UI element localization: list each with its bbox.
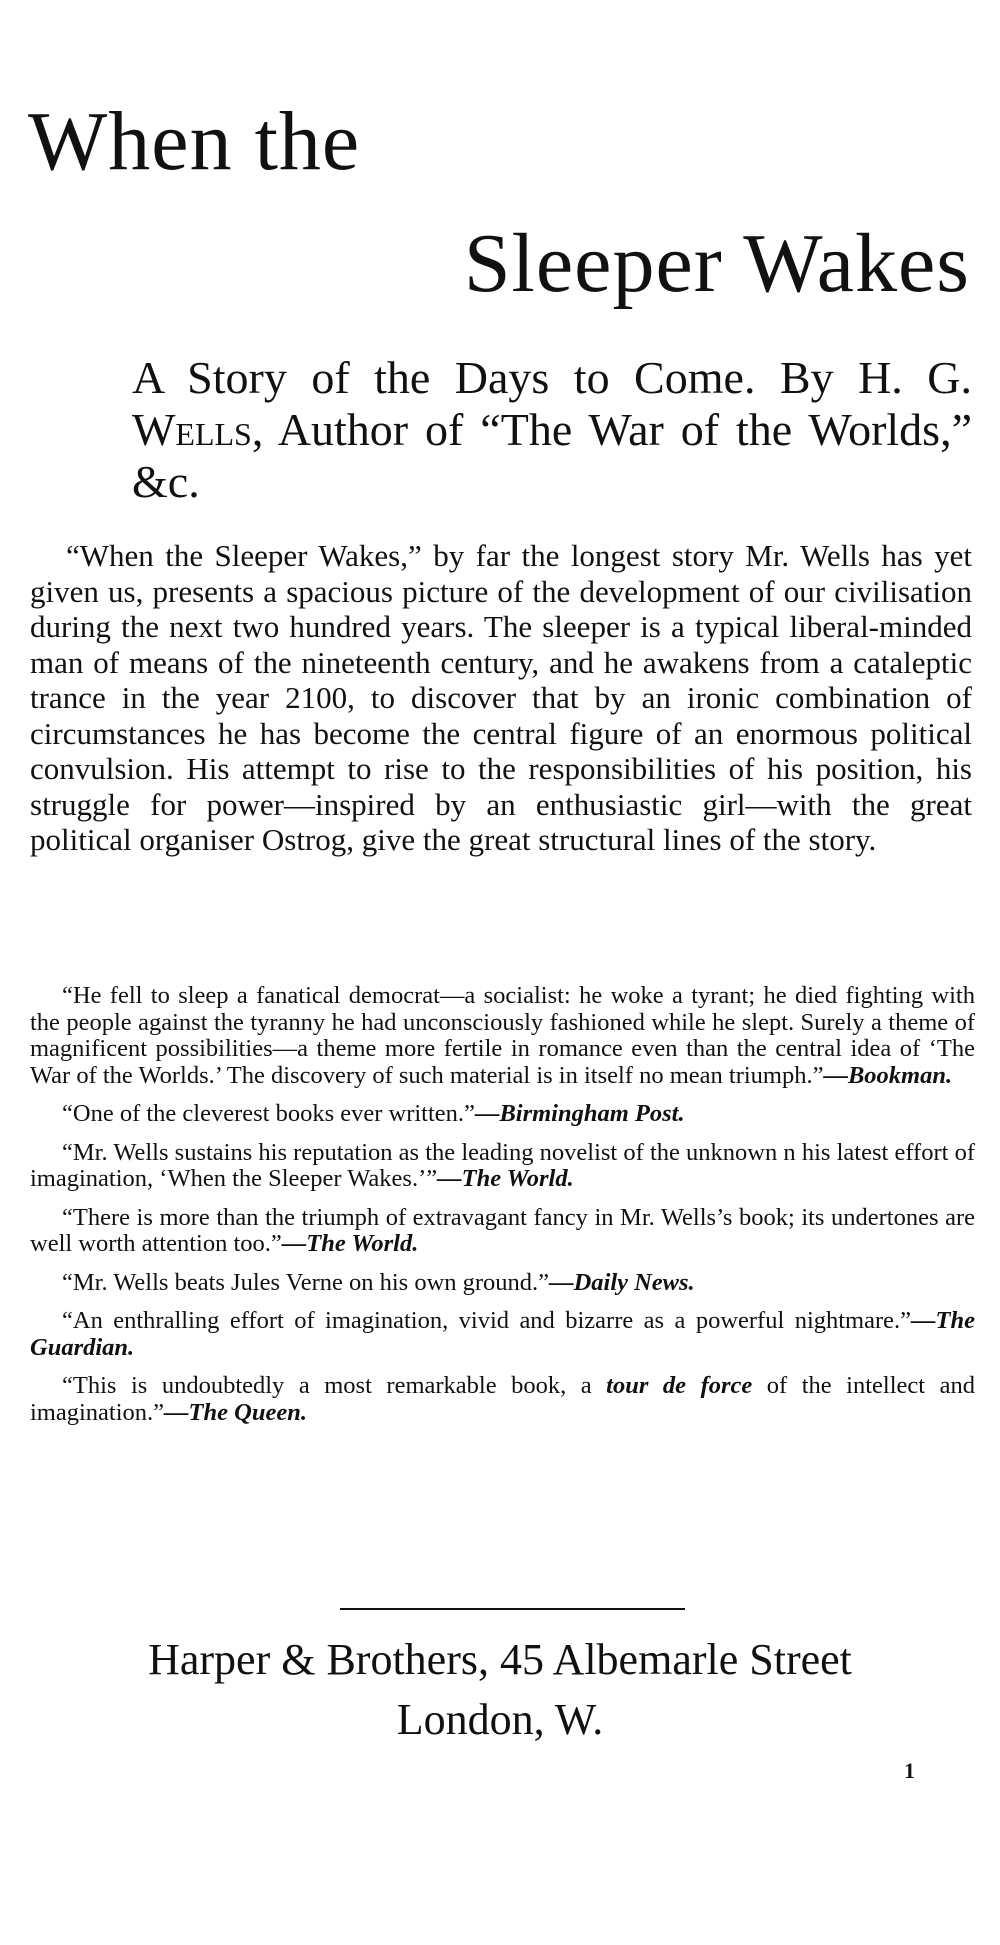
review-quote: [30, 983, 975, 1089]
review-text: “Mr. Wells sustains his reputation as the leading novelist of the unknown n his latest effort of imagination, ‘When the Sleeper Wakes.’”: [30, 1138, 975, 1192]
review-source: —Daily News.: [549, 1268, 695, 1296]
review-source: —The World.: [281, 1230, 419, 1257]
publisher-city: London, W.: [396, 1695, 604, 1744]
subtitle: [132, 352, 972, 508]
review-text: “An enthralling effort of imagination, vivid and bizarre as a powerful nightmare.”: [62, 1307, 912, 1334]
author-name: Wells: [132, 404, 252, 455]
review-quote: [30, 1205, 975, 1258]
review-quote: [30, 1101, 975, 1128]
page-number: 1: [904, 1758, 915, 1783]
review-quote: [30, 1373, 975, 1426]
subtitle-text: A Story of the Days to Come. By H. G.: [132, 352, 972, 403]
review-quote: [30, 1308, 975, 1361]
review-quote: [30, 1270, 975, 1297]
review-emphasis: tour de force: [606, 1372, 753, 1399]
review-source: —Bookman.: [823, 1061, 953, 1089]
review-text: “One of the cleverest books ever written.”: [62, 1100, 475, 1127]
review-text: “He fell to sleep a fanatical democrat—a socialist: he woke a tyrant; he died fighting with the people against the tyranny he had unconsciously fashioned while he slept. Surely a theme of magnificent possibilities—a theme more fertile in romance even than the central idea of ‘The War of the Worlds.’ The discovery of such material is in itself no mean triumph.”: [30, 982, 975, 1089]
review-text: “This is undoubtedly a most remarkable book, a: [62, 1372, 607, 1399]
book-description: “When the Sleeper Wakes,” by far the longest story Mr. Wells has yet given us, presents a spacious picture of the development of our civilisation during the next two hundred years. The sleeper is a typical liberal-minded man of means of the nineteenth century, and he awakens from a cataleptic trance in the year 2100, to discover that by an ironic combination of circumstances he has become the central figure of an enormous political convulsion. His attempt to rise to the responsibilities of his position, his struggle for power—inspired by an enthusiastic girl—with the great political organiser Ostrog, give the great structural lines of the story.: [30, 538, 972, 857]
title-line-1: When the: [28, 95, 361, 188]
subtitle-text-after: , Author of “The War of the Worlds,” &c.: [132, 404, 972, 507]
review-source: —The Guardian.: [30, 1307, 975, 1361]
review-text-after: of the intellect and imagination.”: [30, 1372, 975, 1426]
review-text: “Mr. Wells beats Jules Verne on his own ground.”: [62, 1268, 550, 1296]
divider-rule: [340, 1608, 685, 1610]
review-quote: [30, 1140, 975, 1193]
title-line-2: Sleeper Wakes: [463, 217, 970, 310]
review-source: —Birmingham Post.: [474, 1100, 685, 1127]
publisher-imprint: [0, 1630, 1000, 1750]
review-text: “There is more than the triumph of extravagant fancy in Mr. Wells’s book; its undertones are well worth attention too.”: [30, 1203, 975, 1257]
review-list: [30, 983, 975, 1438]
review-source: —The Queen.: [164, 1398, 307, 1426]
review-source: —The World.: [437, 1165, 574, 1192]
publisher-name-address: Harper & Brothers, 45 Albemarle Street: [148, 1635, 852, 1684]
